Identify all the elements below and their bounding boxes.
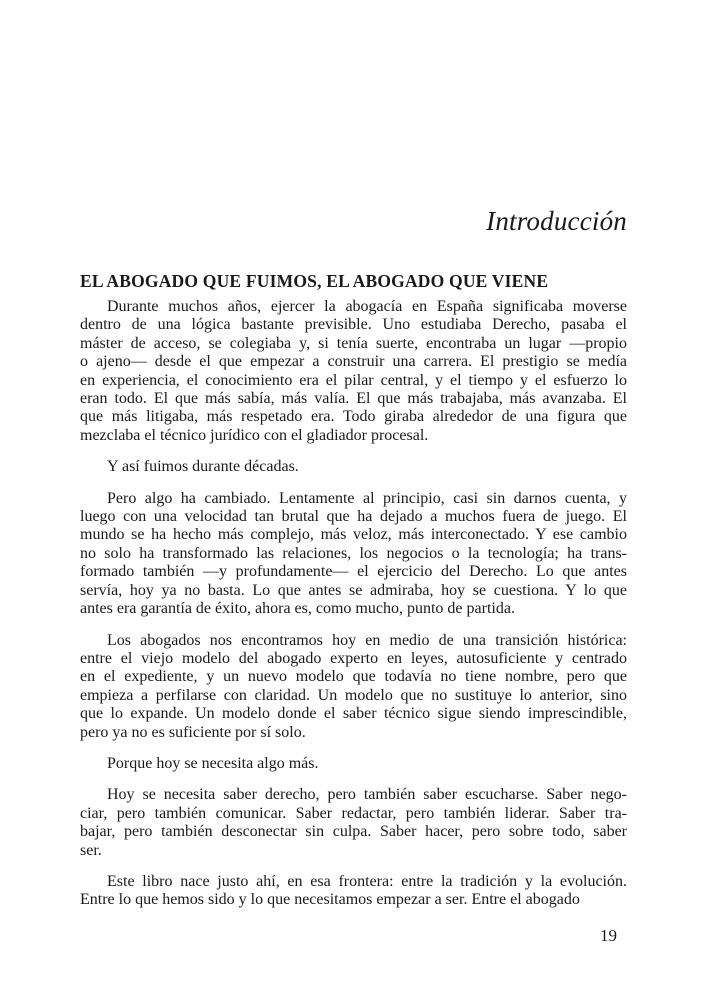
text-line: en el expediente, y un nuevo modelo que todavía no tiene nombre, pero que	[80, 668, 627, 686]
text-line: Este libro nace justo ahí, en esa frontera: entre la tradición y la evolución.	[107, 872, 627, 890]
text-line: bajar, pero también desconectar sin culpa. Saber hacer, pero sobre todo, saber	[80, 823, 627, 841]
text-line: formado también —y profundamente— el ejercicio del Derecho. Lo que antes	[80, 563, 627, 581]
text-line: que lo expande. Un modelo donde el saber técnico sigue siendo imprescindible,	[80, 705, 627, 723]
text-line: luego con una velocidad tan brutal que ha dejado a muchos fuera de juego. El	[80, 508, 627, 526]
paragraph	[80, 786, 627, 860]
paragraph	[80, 298, 627, 445]
text-line: mundo se ha hecho más complejo, más veloz, más interconectado. Y ese cambio	[80, 526, 627, 544]
section-heading: EL ABOGADO QUE FUIMOS, EL ABOGADO QUE VIENE	[80, 271, 549, 291]
text-line: ser.	[80, 841, 102, 859]
text-line: servía, hoy ya no basta. Lo que antes se admiraba, hoy se cuestiona. Y lo que	[80, 581, 627, 599]
text-line: Durante muchos años, ejercer la abogacía en España significaba moverse	[107, 298, 627, 315]
text-line: que más litigaba, más respetado era. Todo giraba alrededor de una figura que	[80, 408, 627, 426]
text-line: dentro de una lógica bastante previsible. Uno estudiaba Derecho, pasaba el	[80, 316, 627, 334]
text-line: en experiencia, el conocimiento era el pilar central, y el tiempo y el esfuerzo lo	[80, 371, 627, 389]
text-line: Los abogados nos encontramos hoy en medio de una transición histórica:	[107, 631, 627, 649]
text-line: mezclaba el técnico jurídico con el gladiador procesal.	[80, 426, 429, 444]
text-line: Entre lo que hemos sido y lo que necesitamos empezar a ser. Entre el abogado	[80, 891, 580, 909]
paragraph	[80, 873, 627, 910]
text-line: entre el viejo modelo del abogado experto en leyes, autosuficiente y centrado	[80, 649, 627, 667]
page-number: 19	[600, 926, 617, 945]
text-line: Porque hoy se necesita algo más.	[107, 754, 319, 772]
text-line: Hoy se necesita saber derecho, pero también saber escucharse. Saber nego-	[107, 786, 627, 804]
chapter-title: Introducción	[486, 206, 627, 236]
text-line: antes era garantía de éxito, ahora es, como mucho, punto de partida.	[80, 600, 515, 618]
text-line: eran todo. El que más sabía, más valía. El que más trabajaba, más avanzaba. El	[80, 390, 627, 408]
body-text	[80, 298, 627, 910]
paragraph	[80, 632, 627, 742]
page-content	[80, 0, 627, 923]
text-line: pero ya no es suficiente por sí solo.	[80, 723, 306, 741]
text-line: máster de acceso, se colegiaba y, si tenía suerte, encontraba un lugar —propio	[80, 334, 627, 352]
paragraph	[80, 458, 627, 476]
text-line: o ajeno— desde el que empezar a construir una carrera. El prestigio se medía	[80, 353, 627, 371]
paragraph	[80, 490, 627, 619]
text-line: Y así fuimos durante décadas.	[107, 458, 299, 476]
paragraph	[80, 755, 627, 773]
text-line: empieza a perfilarse con claridad. Un modelo que no sustituye lo anterior, sino	[80, 686, 627, 704]
text-line: no solo ha transformado las relaciones, los negocios o la tecnología; ha trans-	[80, 544, 627, 562]
text-line: ciar, pero también comunicar. Saber redactar, pero también liderar. Saber tra-	[80, 804, 627, 822]
text-line: Pero algo ha cambiado. Lentamente al principio, casi sin darnos cuenta, y	[107, 489, 627, 507]
